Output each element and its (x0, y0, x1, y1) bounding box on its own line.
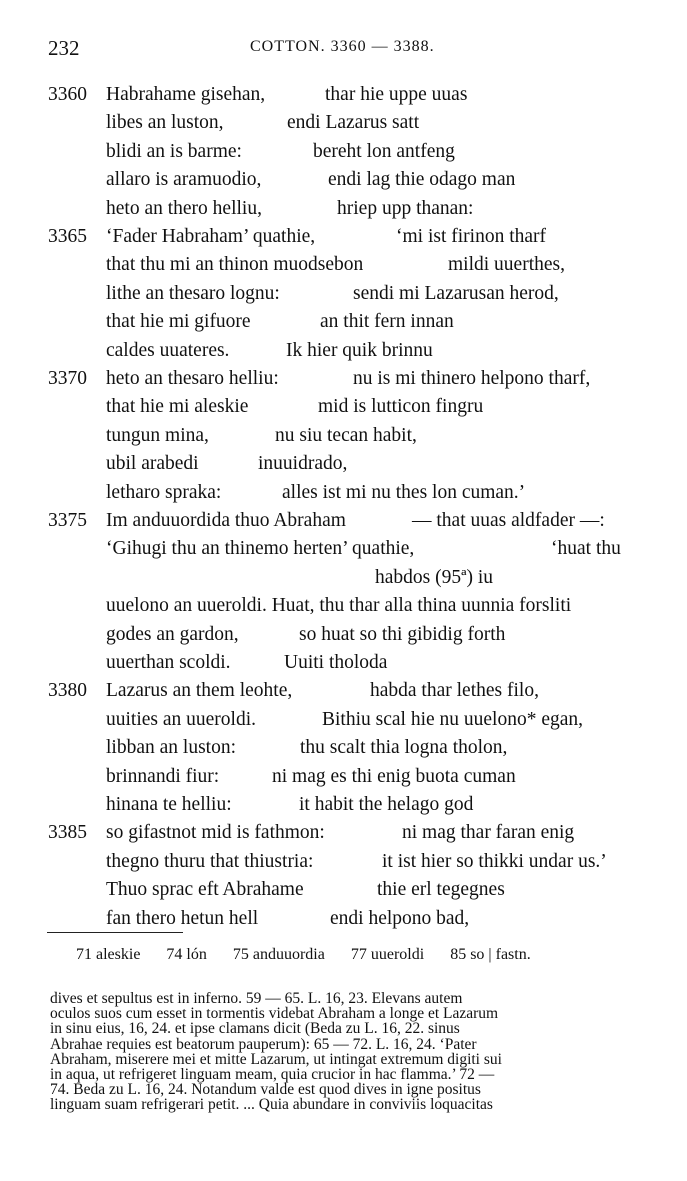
first-half-line: Thuo sprac eft Abrahame (106, 879, 304, 901)
second-half-line: — that uuas aldfader —: (412, 510, 605, 531)
verse-line (0, 84, 687, 112)
first-half-line: heto an thero helliu, (106, 197, 262, 219)
second-half-line: thar hie uppe uuas (325, 84, 468, 105)
note: 71 aleskie (76, 946, 141, 963)
verse-line (0, 340, 687, 368)
note: 77 uueroldi (350, 946, 425, 963)
verse-line (0, 254, 687, 282)
second-half-line: inuuidrado, (258, 453, 348, 475)
second-half-line: an thit fern innan (320, 311, 454, 333)
first-half-line: uuerthan scoldi. (106, 652, 231, 673)
first-half-line: libban an luston: (106, 737, 236, 759)
second-half-line: endi helpono bad, (330, 907, 470, 929)
first-half-line: fan thero hetun hell (106, 907, 259, 929)
first-half-line: Lazarus an them leohte, (106, 680, 293, 702)
second-half-line: Uuiti tholoda (284, 652, 388, 673)
second-half-line: ‘mi ist firinon tharf (396, 226, 547, 247)
verse-line (0, 709, 687, 737)
verse-line (0, 425, 687, 453)
second-half-line: bereht lon antfeng (313, 140, 455, 162)
commentary-line: in sinu eius, 16, 24. et ipse clamans dicit (Beda zu L. 16, 22. sinus (50, 1020, 460, 1038)
second-half-line: mildi uuerthes, (448, 254, 565, 276)
second-half-line: ni mag thar faran enig (402, 822, 575, 844)
verse-line (0, 595, 687, 623)
second-half-line: it habit the helago god (299, 794, 474, 815)
first-half-line: hinana te helliu: (106, 794, 232, 815)
first-half-line: uuities an uueroldi. (106, 708, 257, 730)
verse-line (0, 624, 687, 652)
first-half-line: that hie mi gifuore (106, 311, 251, 333)
first-half-line: that thu mi an thinon muodsebon (106, 254, 364, 276)
verse-line (0, 766, 687, 794)
first-half-line: blidi an is barme: (106, 140, 242, 162)
note: 74 lón (166, 946, 207, 963)
first-half-line: lithe an thesaro lognu: (106, 282, 280, 304)
line-number: 3360 (48, 84, 87, 105)
verse-line (0, 851, 687, 879)
verse-line (0, 482, 687, 510)
second-half-line: Ik hier quik brinnu (286, 339, 433, 361)
commentary-line: in aqua, ut refrigeret linguam meam, quia crucior in hac flamma.’ 72 — (50, 1066, 495, 1084)
verse-line (0, 112, 687, 140)
line-number: 3385 (48, 822, 87, 844)
first-half-line: so gifastnot mid is fathmon: (106, 822, 325, 844)
note: 85 so | fastn. (450, 946, 531, 963)
second-half-line: endi Lazarus satt (287, 112, 420, 134)
first-half-line: Im anduuordida thuo Abraham (106, 510, 346, 531)
first-half-line: ‘Fader Habraham’ quathie, (106, 226, 316, 247)
verse-line (0, 822, 687, 850)
footnote-rule (47, 932, 183, 933)
second-half-line: thie erl tegegnes (377, 879, 505, 901)
second-half-line: Bithiu scal hie nu uuelono* egan, (322, 708, 584, 730)
first-half-line: letharo spraka: (106, 481, 222, 503)
verse-line (0, 794, 687, 822)
second-half-line: so huat so thi gibidig forth (299, 623, 506, 645)
commentary-line: Abraham, miserere mei et mitte Lazarum, ut intingat extremum digiti sui (50, 1050, 502, 1068)
line-number: 3365 (48, 226, 87, 247)
first-half-line: uuelono an uueroldi. Huat, thu thar alla thina uunnia forsliti (106, 595, 572, 617)
line-number: 3380 (48, 680, 87, 702)
second-half-line: alles ist mi nu thes lon cuman.’ (282, 481, 526, 503)
verse-line (0, 567, 687, 595)
second-half-line: nu siu tecan habit, (275, 424, 417, 446)
second-half-line: ni mag es thi enig buota cuman (272, 765, 516, 787)
commentary-line: linguam suam refrigerari petit. ... Quia abundare in conviviis loquacitas (50, 1096, 493, 1114)
first-half-line: libes an luston, (106, 112, 224, 134)
first-half-line: thegno thuru that thiustria: (106, 850, 314, 872)
verse-line (0, 879, 687, 907)
verse-line (0, 283, 687, 311)
first-half-line: ubil arabedi (106, 453, 199, 475)
second-half-line: sendi mi Lazarusan herod, (353, 282, 559, 304)
page-number: 232 (48, 36, 80, 60)
line-number: 3375 (48, 510, 87, 531)
verse-line (0, 652, 687, 680)
textual-notes (76, 946, 553, 964)
commentary-line: dives et sepultus est in inferno. 59 — 65. L. 16, 23. Elevans autem (50, 990, 463, 1007)
second-half-line: ‘huat thu (551, 538, 621, 560)
page-header (0, 36, 687, 64)
note: 75 anduuordia (232, 946, 325, 963)
verse-line (0, 538, 687, 566)
first-half-line: Habrahame gisehan, (106, 84, 266, 105)
verse-line (0, 737, 687, 765)
verse-line (0, 680, 687, 708)
line-number: 3370 (48, 368, 87, 389)
verse-line (0, 226, 687, 254)
second-half-line: mid is lutticon fingru (318, 396, 484, 418)
commentary-line: oculos suos cum esset in tormentis videbat Abraham a longe et Lazarum (50, 1005, 499, 1023)
second-half-line: thu scalt thia logna tholon, (300, 737, 508, 759)
running-head: COTTON. 3360 — 3388. (250, 38, 435, 55)
latin-commentary (50, 991, 636, 1113)
commentary-line: 74. Beda zu L. 16, 24. Notandum valde est quod dives in igne positus (50, 1081, 481, 1099)
commentary-line: Abrahae requies est beatorum pauperum): 65 — 72. L. 16, 24. ‘Pater (50, 1035, 477, 1053)
verse-line (0, 311, 687, 339)
second-half-line: habda thar lethes filo, (370, 680, 539, 702)
verse-line (0, 396, 687, 424)
second-half-line: endi lag thie odago man (328, 169, 516, 191)
first-half-line: ‘Gihugi thu an thinemo herten’ quathie, (106, 538, 415, 560)
second-half-line: hriep upp thanan: (337, 197, 474, 219)
first-half-line: godes an gardon, (106, 623, 239, 645)
second-half-line: nu is mi thinero helpono tharf, (353, 368, 591, 389)
verse-line (0, 510, 687, 538)
verse-line (0, 169, 687, 197)
verse-line (0, 368, 687, 396)
verse-line (0, 198, 687, 226)
second-half-line: habdos (95ª) iu (375, 566, 494, 588)
second-half-line: it ist hier so thikki undar us.’ (382, 850, 607, 872)
first-half-line: allaro is aramuodio, (106, 169, 262, 191)
verse-line (0, 453, 687, 481)
verse-line (0, 141, 687, 169)
first-half-line: brinnandi fiur: (106, 765, 220, 787)
first-half-line: tungun mina, (106, 424, 209, 446)
first-half-line: that hie mi aleskie (106, 396, 249, 418)
first-half-line: heto an thesaro helliu: (106, 368, 279, 389)
first-half-line: caldes uuateres. (106, 339, 230, 361)
